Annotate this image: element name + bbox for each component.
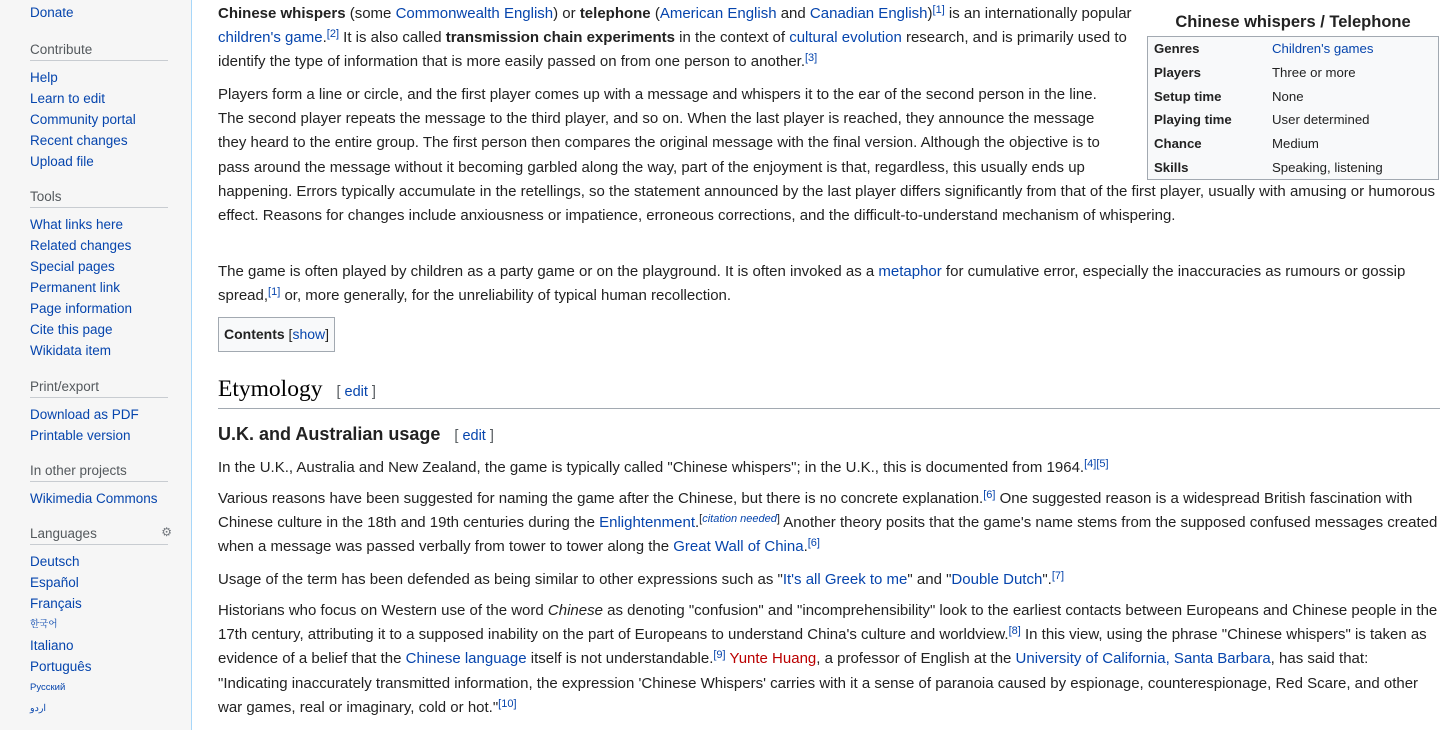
text-run: Historians who focus on Western use of the word — [218, 602, 548, 619]
reference-link[interactable]: [6] — [807, 537, 820, 550]
link-childrens-game[interactable]: children's game — [218, 29, 323, 47]
text-run: Another theory posits that the game's name stems from the supposed confused messages created when a message was passed verbally from tower to tower along the — [218, 514, 1438, 556]
sidebar-item-learn-to-edit[interactable]: Learn to edit — [30, 91, 106, 106]
sidebar-item-community-portal[interactable]: Community portal — [30, 112, 136, 127]
section-title: Etymology — [218, 376, 323, 402]
infobox-value: Speaking, listening — [1272, 159, 1383, 175]
sidebar-item-download-pdf[interactable]: Download as PDF — [30, 407, 139, 422]
edit-section — [454, 428, 494, 444]
edit-section — [336, 384, 376, 400]
text-run: ) — [927, 5, 933, 22]
sidebar-donate-section — [30, 2, 168, 23]
sidebar-tools-section — [30, 189, 168, 361]
text-run: Usage of the term has been defended as being similar to other expressions such as " — [218, 571, 783, 588]
text-run: The game is often played by children as a party game or on the playground. It is often invoked as a — [218, 263, 879, 280]
infobox-value: Three or more — [1272, 65, 1356, 81]
reference-link[interactable]: [7] — [1051, 570, 1065, 582]
text-run: as denoting "confusion" and "incomprehensibility" look to the earliest contacts between Europeans and Chinese people in the 17th century, attributing it to a supposed inability on the part of Europeans to understand China's culture and worldview. — [218, 602, 1438, 644]
toc-show-toggle[interactable]: show — [292, 326, 326, 342]
section-heading-etymology — [218, 374, 1440, 409]
text-run: ". — [1042, 571, 1052, 588]
infobox-label: Setup time — [1154, 88, 1222, 104]
text-run: itself is not understandable. — [526, 650, 714, 668]
infobox-value: User determined — [1272, 112, 1370, 128]
text-run: In this view, using the phrase "Chinese whispers" is taken as evidence of a belief that the — [218, 626, 1427, 668]
sidebar-item-lang-russian[interactable]: Русский — [30, 682, 66, 693]
citation-bracket: [ — [699, 513, 703, 526]
edit-bracket: ] — [485, 428, 494, 444]
link-its-all-greek[interactable]: It's all Greek to me — [782, 571, 908, 588]
sidebar-item-wikidata-item[interactable]: Wikidata item — [30, 343, 112, 358]
text-run: , a professor of English at the — [816, 650, 1016, 668]
infobox-value: None — [1272, 88, 1304, 104]
link-commonwealth-english[interactable]: Commonwealth English — [395, 5, 554, 22]
link-canadian-english[interactable]: Canadian English — [809, 5, 928, 22]
sidebar-contribute-section — [30, 42, 168, 172]
infobox-genres-link[interactable]: Children's games — [1272, 41, 1374, 57]
text-run: in the context of — [674, 29, 790, 47]
edit-section-link[interactable]: edit — [344, 384, 368, 400]
text-run: ( — [650, 5, 660, 22]
sidebar-item-lang-italiano[interactable]: Italiano — [30, 638, 74, 653]
text-run: . — [322, 29, 327, 47]
intro-paragraph-2 — [218, 83, 1440, 228]
sidebar-heading-contribute: Contribute — [30, 42, 168, 61]
article-content — [191, 0, 1456, 730]
sidebar-item-upload-file[interactable]: Upload file — [30, 154, 94, 169]
sidebar-languages-section — [30, 525, 172, 719]
sidebar — [0, 0, 191, 720]
table-of-contents — [218, 317, 335, 352]
sidebar-item-help[interactable]: Help — [30, 70, 58, 85]
bold-term: telephone — [579, 5, 651, 22]
infobox-label: Skills — [1154, 159, 1189, 175]
text-run: . — [803, 538, 808, 556]
link-yunte-huang[interactable]: Yunte Huang — [729, 650, 817, 668]
text-run: One suggested reason is a widespread British fascination with Chinese culture in the 18th and 19th centuries during the — [218, 490, 1413, 532]
infobox-row-players — [1148, 61, 1439, 85]
link-great-wall[interactable]: Great Wall of China — [673, 538, 804, 556]
text-run: " and " — [907, 571, 952, 588]
toc-title: Contents — [224, 326, 285, 342]
etymology-paragraph-2 — [218, 487, 1440, 560]
infobox-title: Chinese whispers / Telephone — [1175, 13, 1411, 31]
edit-subsection-link[interactable]: edit — [462, 428, 486, 444]
sidebar-item-related-changes[interactable]: Related changes — [30, 238, 132, 253]
edit-bracket: [ — [454, 428, 463, 444]
sidebar-heading-other-projects: In other projects — [30, 463, 168, 482]
sidebar-item-donate[interactable]: Donate — [30, 5, 74, 20]
reference-link[interactable]: [4] — [1084, 458, 1097, 470]
text-run: It is also called — [339, 29, 446, 47]
link-metaphor[interactable]: metaphor — [878, 263, 942, 280]
paragraph-text: Players form a line or circle, and the first player comes up with a message and whispers it to the ear of the second person in the line. The second player repeats the message to the third player, and so on. When the last player is reached, they announce the message they heard to the entire group. The first person then compares the original message with the final version. Although the objective is to pass around the message without it becoming garbled along the way, part of the enjoyment is that, regardless, this usually ends up happening. Errors typically accumulate in the retellings, so the statement announced by the last player differs significantly from that of the first player, usually with amusing or humorous effect. Reasons for changes include anxiousness or impatience, erroneous corrections, and the difficult-to-understand mechanism of whispering. — [218, 86, 1436, 225]
text-run: ) or — [553, 5, 580, 22]
infobox-label: Chance — [1154, 136, 1202, 152]
link-chinese-language[interactable]: Chinese language — [405, 650, 527, 668]
sidebar-item-what-links-here[interactable]: What links here — [30, 217, 124, 232]
bold-term: Chinese whispers — [218, 5, 346, 22]
infobox-label: Playing time — [1154, 112, 1232, 128]
sidebar-projects-section — [30, 463, 168, 509]
sidebar-item-lang-deutsch[interactable]: Deutsch — [30, 554, 80, 569]
infobox-float-spacer — [1125, 83, 1440, 179]
text-run: (some — [345, 5, 396, 22]
intro-paragraph-3 — [218, 260, 1440, 308]
italic-term: Chinese — [547, 602, 603, 619]
infobox-value-cell — [1266, 37, 1439, 61]
reference-link[interactable]: [10] — [498, 697, 517, 710]
sidebar-heading-languages — [30, 525, 172, 545]
link-double-dutch[interactable]: Double Dutch — [951, 571, 1043, 588]
text-run: is an internationally popular — [944, 5, 1132, 22]
intro-paragraph-1 — [218, 2, 1138, 75]
subsection-heading-uk-usage — [218, 421, 494, 449]
reference-link[interactable]: [1] — [268, 286, 281, 299]
text-run: for cumulative error, especially the inaccuracies as rumours or gossip spread, — [218, 263, 1406, 305]
text-run: research, and is primarily used to identify the type of information that is more easily passed on from one person to another. — [218, 29, 1127, 71]
reference-link[interactable]: [1] — [932, 4, 945, 16]
reference-link[interactable]: [3] — [805, 52, 818, 65]
subsection-title: U.K. and Australian usage — [218, 424, 441, 444]
infobox-row-genres — [1148, 37, 1439, 61]
sidebar-item-page-information[interactable]: Page information — [30, 301, 133, 316]
etymology-paragraph-4 — [218, 599, 1440, 720]
sidebar-item-lang-urdu[interactable]: اردو — [30, 703, 47, 714]
text-run: . — [695, 514, 700, 532]
link-cultural-evolution[interactable]: cultural evolution — [789, 29, 902, 47]
sidebar-print-section — [30, 379, 168, 446]
reference-link[interactable]: [2] — [326, 28, 339, 41]
text-run: Various reasons have been suggested for naming the game after the Chinese, but there is no concrete explanation. — [218, 490, 984, 507]
link-american-english[interactable]: American English — [659, 5, 777, 22]
sidebar-item-recent-changes[interactable]: Recent changes — [30, 133, 128, 148]
sidebar-item-lang-portugues[interactable]: Português — [30, 659, 92, 674]
reference-link[interactable]: [9] — [713, 649, 726, 662]
text-run: In the U.K., Australia and New Zealand, the game is typically called "Chinese whispers"; in the U.K., this is documented from 1964. — [218, 459, 1085, 476]
gear-icon[interactable]: ⚙ — [161, 525, 172, 539]
sidebar-item-printable-version[interactable]: Printable version — [30, 428, 131, 443]
sidebar-item-special-pages[interactable]: Special pages — [30, 259, 115, 274]
toc-bracket: [ — [284, 326, 293, 342]
infobox-label: Players — [1154, 65, 1201, 81]
toc-bracket: ] — [325, 326, 330, 342]
reference-link[interactable]: [6] — [983, 489, 996, 501]
sidebar-heading-languages-label: Languages — [30, 526, 97, 541]
citation-needed-link[interactable]: citation needed — [702, 513, 777, 526]
text-run: or, more generally, for the unreliability of typical human recollection. — [280, 287, 732, 305]
etymology-paragraph-3 — [218, 568, 1440, 592]
bold-term: transmission chain experiments — [445, 29, 675, 47]
sidebar-item-lang-espanol[interactable]: Español — [30, 575, 79, 590]
edit-bracket: [ — [336, 384, 345, 400]
infobox-label: Genres — [1154, 41, 1200, 57]
citation-bracket: ] — [776, 513, 780, 526]
sidebar-item-lang-korean[interactable]: 한국어 — [30, 619, 58, 630]
sidebar-item-lang-francais[interactable]: Français — [30, 596, 82, 611]
sidebar-heading-tools: Tools — [30, 189, 168, 208]
link-uc-santa-barbara[interactable]: University of California, Santa Barbara — [1015, 650, 1271, 668]
reference-link[interactable]: [8] — [1008, 625, 1021, 638]
sidebar-heading-print-export: Print/export — [30, 379, 168, 398]
link-enlightenment[interactable]: Enlightenment — [599, 514, 695, 532]
sidebar-item-wikimedia-commons[interactable]: Wikimedia Commons — [30, 491, 158, 506]
text-run: , has said that: "Indicating inaccurately transmitted information, the expression 'Chinese Whispers' carries with it a sense of paranoia caused by espionage, counterespionage, Red Scare, and other war games, real or imaginary, cold or hot." — [218, 650, 1419, 716]
edit-bracket: ] — [367, 384, 376, 400]
sidebar-item-permanent-link[interactable]: Permanent link — [30, 280, 121, 295]
sidebar-item-cite-this-page[interactable]: Cite this page — [30, 322, 113, 337]
text-run: and — [776, 5, 810, 22]
etymology-paragraph-1 — [218, 456, 1440, 480]
infobox-value: Medium — [1272, 136, 1319, 152]
reference-link[interactable]: [5] — [1096, 458, 1109, 470]
